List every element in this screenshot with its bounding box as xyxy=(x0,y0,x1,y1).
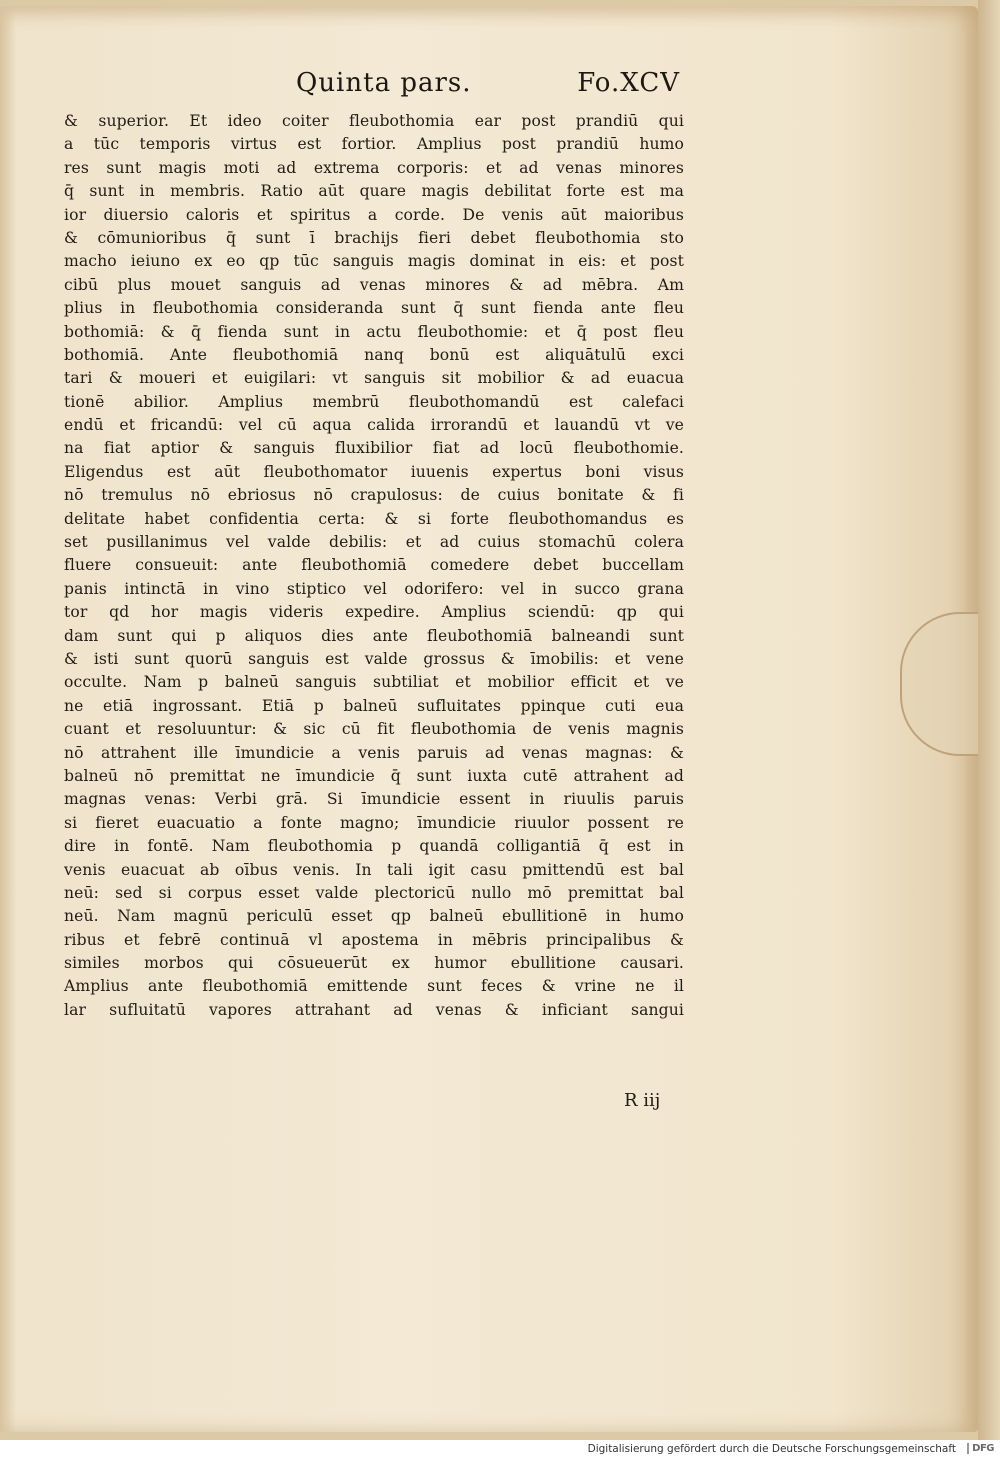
text-line: q̄ sunt in membris. Ratio aūt quare magis debilitat forte est ma xyxy=(64,182,684,201)
page-edge-strip xyxy=(978,0,1000,1440)
text-line: Amplius ante fleubothomiā emittende sunt feces & vrine ne il xyxy=(64,977,684,996)
text-line: si fieret euacuatio a fonte magno; īmundicie riuulor possent re xyxy=(64,813,684,832)
text-line: similes morbos qui cōsueuerūt ex humor ebullitione causari. xyxy=(64,954,684,973)
text-line: dire in fontē. Nam fleubothomia p quandā colligantiā q̄ est in xyxy=(64,837,684,856)
funding-credit: Digitalisierung gefördert durch die Deutsche Forschungsgemeinschaft xyxy=(587,1443,956,1455)
text-line: ne etiā ingrossant. Etiā p balneū sufluitates ppinque cuti eua xyxy=(64,696,684,715)
text-line: cuant et resoluuntur: & sic cū fit fleubothomia de venis magnis xyxy=(64,720,684,739)
signature-mark: R iij xyxy=(624,1090,661,1111)
text-line: tionē abilior. Amplius membrū fleubothomandū est calefaci xyxy=(64,392,684,411)
text-line: tor qd hor magis videris expedire. Amplius sciendū: qp qui xyxy=(64,603,684,622)
text-line: magnas venas: Verbi grā. Si īmundicie essent in riuulis paruis xyxy=(64,790,684,809)
running-title: Quinta pars. xyxy=(296,68,472,98)
text-line: occulte. Nam p balneū sanguis subtiliat et mobilior efficit et ve xyxy=(64,673,684,692)
text-line: macho ieiuno ex eo qp tūc sanguis magis dominat in eis: et post xyxy=(64,252,684,271)
text-line: bothomiā. Ante fleubothomiā nanq bonū est aliquātulū exci xyxy=(64,345,684,364)
dfg-logo: DFG xyxy=(967,1443,994,1454)
text-line: venis euacuat ab oībus venis. In tali igit casu pmittendū est bal xyxy=(64,860,684,879)
text-line: & isti sunt quorū sanguis est valde grossus & īmobilis: et vene xyxy=(64,649,684,668)
text-line: balneū nō premittat ne īmundicie q̄ sunt iuxta cutē attrahent ad xyxy=(64,766,684,785)
text-line: neū: sed si corpus esset valde plectoricū nullo mō premittat bal xyxy=(64,883,684,902)
text-line: & superior. Et ideo coiter fleubothomia ear post prandiū qui xyxy=(64,112,684,130)
text-line: endū et fricandū: vel cū aqua calida irrorandū et lauandū vt ve xyxy=(64,416,684,435)
book-page xyxy=(0,6,978,1432)
text-line: fluere consueuit: ante fleubothomiā comedere debet buccellam xyxy=(64,556,684,575)
text-block xyxy=(64,110,684,1022)
page-header xyxy=(296,68,680,108)
text-line: plius in fleubothomia consideranda sunt q̄ sunt fienda ante fleu xyxy=(64,299,684,318)
text-line: neū. Nam magnū periculū esset qp balneū ebullitionē in humo xyxy=(64,907,684,926)
text-line: lar sufluitatū vapores attrahant ad venas & inficiant sangui xyxy=(64,1000,684,1019)
footer-bar xyxy=(0,1440,1000,1461)
text-line: a tūc temporis virtus est fortior. Amplius post prandiū humo xyxy=(64,135,684,154)
text-line: tari & moueri et euigilari: vt sanguis sit mobilior & ad euacua xyxy=(64,369,684,388)
text-line: delitate habet confidentia certa: & si forte fleubothomandus es xyxy=(64,509,684,528)
text-line: cibū plus mouet sanguis ad venas minores & ad mēbra. Am xyxy=(64,275,684,294)
text-line: bothomiā: & q̄ fienda sunt in actu fleubothomie: et q̄ post fleu xyxy=(64,322,684,341)
text-line: nō attrahent ille īmundicie a venis paruis ad venas magnas: & xyxy=(64,743,684,762)
text-line: ior diuersio caloris et spiritus a corde. De venis aūt maioribus xyxy=(64,205,684,224)
text-line: nō tremulus nō ebriosus nō crapulosus: de cuius bonitate & fi xyxy=(64,486,684,505)
text-line: res sunt magis moti ad extrema corporis: et ad venas minores xyxy=(64,158,684,177)
text-line: na fiat aptior & sanguis fluxibilior fiat ad locū fleubothomie. xyxy=(64,439,684,458)
text-line: Eligendus est aūt fleubothomator iuuenis expertus boni visus xyxy=(64,462,684,481)
page-gutter-shadow xyxy=(0,6,16,1432)
text-line: panis intinctā in vino stiptico vel odorifero: vel in succo grana xyxy=(64,579,684,598)
text-line: ribus et febrē continuā vl apostema in mēbris principalibus & xyxy=(64,930,684,949)
text-line: set pusillanimus vel valde debilis: et ad cuius stomachū colera xyxy=(64,533,684,552)
folio-number: Fo.XCV xyxy=(577,68,680,98)
text-line: & cōmunioribus q̄ sunt ī brachijs fieri debet fleubothomia sto xyxy=(64,228,684,247)
text-line: dam sunt qui p aliquos dies ante fleubothomiā balneandi sunt xyxy=(64,626,684,645)
